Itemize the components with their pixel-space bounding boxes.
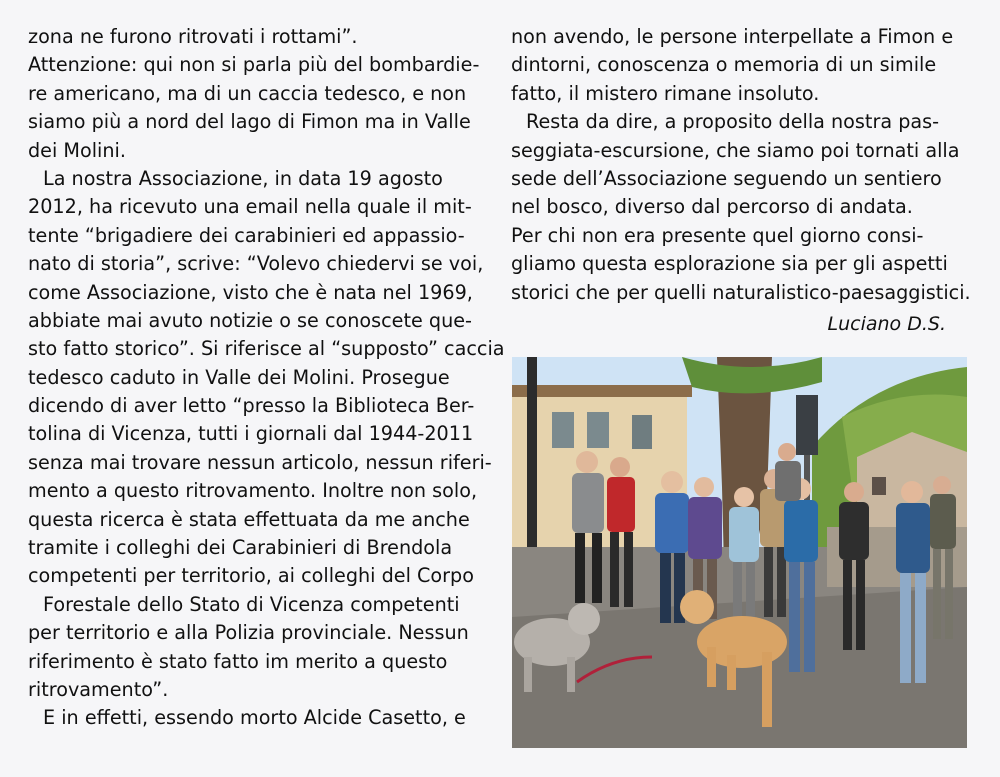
text-line: Forestale dello Stato di Vicenza competenti: [43, 592, 460, 616]
text-line: fatto, il mistero rimane insoluto.: [511, 81, 820, 105]
text-line: dei Molini.: [28, 138, 126, 162]
text-line: seggiata-escursione, che siamo poi tornati alla: [511, 138, 960, 162]
article-left-column: [28, 23, 505, 733]
article-right-column: [511, 23, 969, 307]
text-line: non avendo, le persone interpellate a Fimon e: [511, 25, 954, 48]
text-line: Per chi non era presente quel giorno consi-: [511, 223, 924, 247]
text-line: mento a questo ritrovamento. Inoltre non solo,: [28, 479, 478, 503]
text-line: senza mai trovare nessun articolo, nessun riferi-: [28, 450, 492, 474]
text-line: sto fatto storico”. Si riferisce al “supposto” caccia: [28, 337, 505, 361]
text-line: riferimento è stato fatto im merito a questo: [28, 649, 448, 673]
text-line: zona ne furono ritrovati i rottami”.: [28, 25, 358, 48]
text-line: questa ricerca è stata effettuata da me anche: [28, 507, 470, 531]
text-line: tolina di Vicenza, tutti i giornali dal 1944-2011: [28, 422, 474, 446]
text-line: La nostra Associazione, in data 19 agosto: [43, 166, 443, 190]
text-line: re americano, ma di un caccia tedesco, e non: [28, 81, 467, 105]
text-line: tente “brigadiere dei carabinieri ed appassio-: [28, 223, 465, 247]
text-line: dicendo di aver letto “presso la Biblioteca Ber-: [28, 394, 475, 418]
text-line: ritrovamento”.: [28, 677, 169, 701]
text-line: siamo più a nord del lago di Fimon ma in Valle: [28, 110, 471, 134]
text-line: E in effetti, essendo morto Alcide Casetto, e: [43, 706, 466, 730]
author-signature: Luciano D.S.: [827, 313, 946, 335]
text-line: tedesco caduto in Valle dei Molini. Prosegue: [28, 365, 450, 389]
text-line: nato di storia”, scrive: “Volevo chiedervi se voi,: [28, 252, 484, 276]
text-line: gliamo questa esplorazione sia per gli aspetti: [511, 252, 948, 276]
text-line: per territorio e alla Polizia provinciale. Nessun: [28, 621, 469, 645]
group-photo: [512, 357, 967, 748]
text-line: Resta da dire, a proposito della nostra pas-: [526, 110, 940, 134]
text-line: storici che per quelli naturalistico-paesaggistici.: [511, 280, 971, 304]
text-line: abbiate mai avuto notizie o se conoscete que-: [28, 308, 472, 332]
text-line: Attenzione: qui non si parla più del bombardie-: [28, 53, 480, 77]
text-line: 2012, ha ricevuto una email nella quale il mit-: [28, 195, 472, 219]
text-line: come Associazione, visto che è nata nel 1969,: [28, 280, 473, 304]
text-line: sede dell’Associazione seguendo un sentiero: [511, 166, 942, 190]
text-line: dintorni, conoscenza o memoria di un simile: [511, 53, 937, 77]
text-line: nel bosco, diverso dal percorso di andata.: [511, 195, 913, 219]
text-line: competenti per territorio, ai colleghi del Corpo: [28, 564, 474, 588]
text-line: tramite i colleghi dei Carabinieri di Brendola: [28, 536, 453, 560]
